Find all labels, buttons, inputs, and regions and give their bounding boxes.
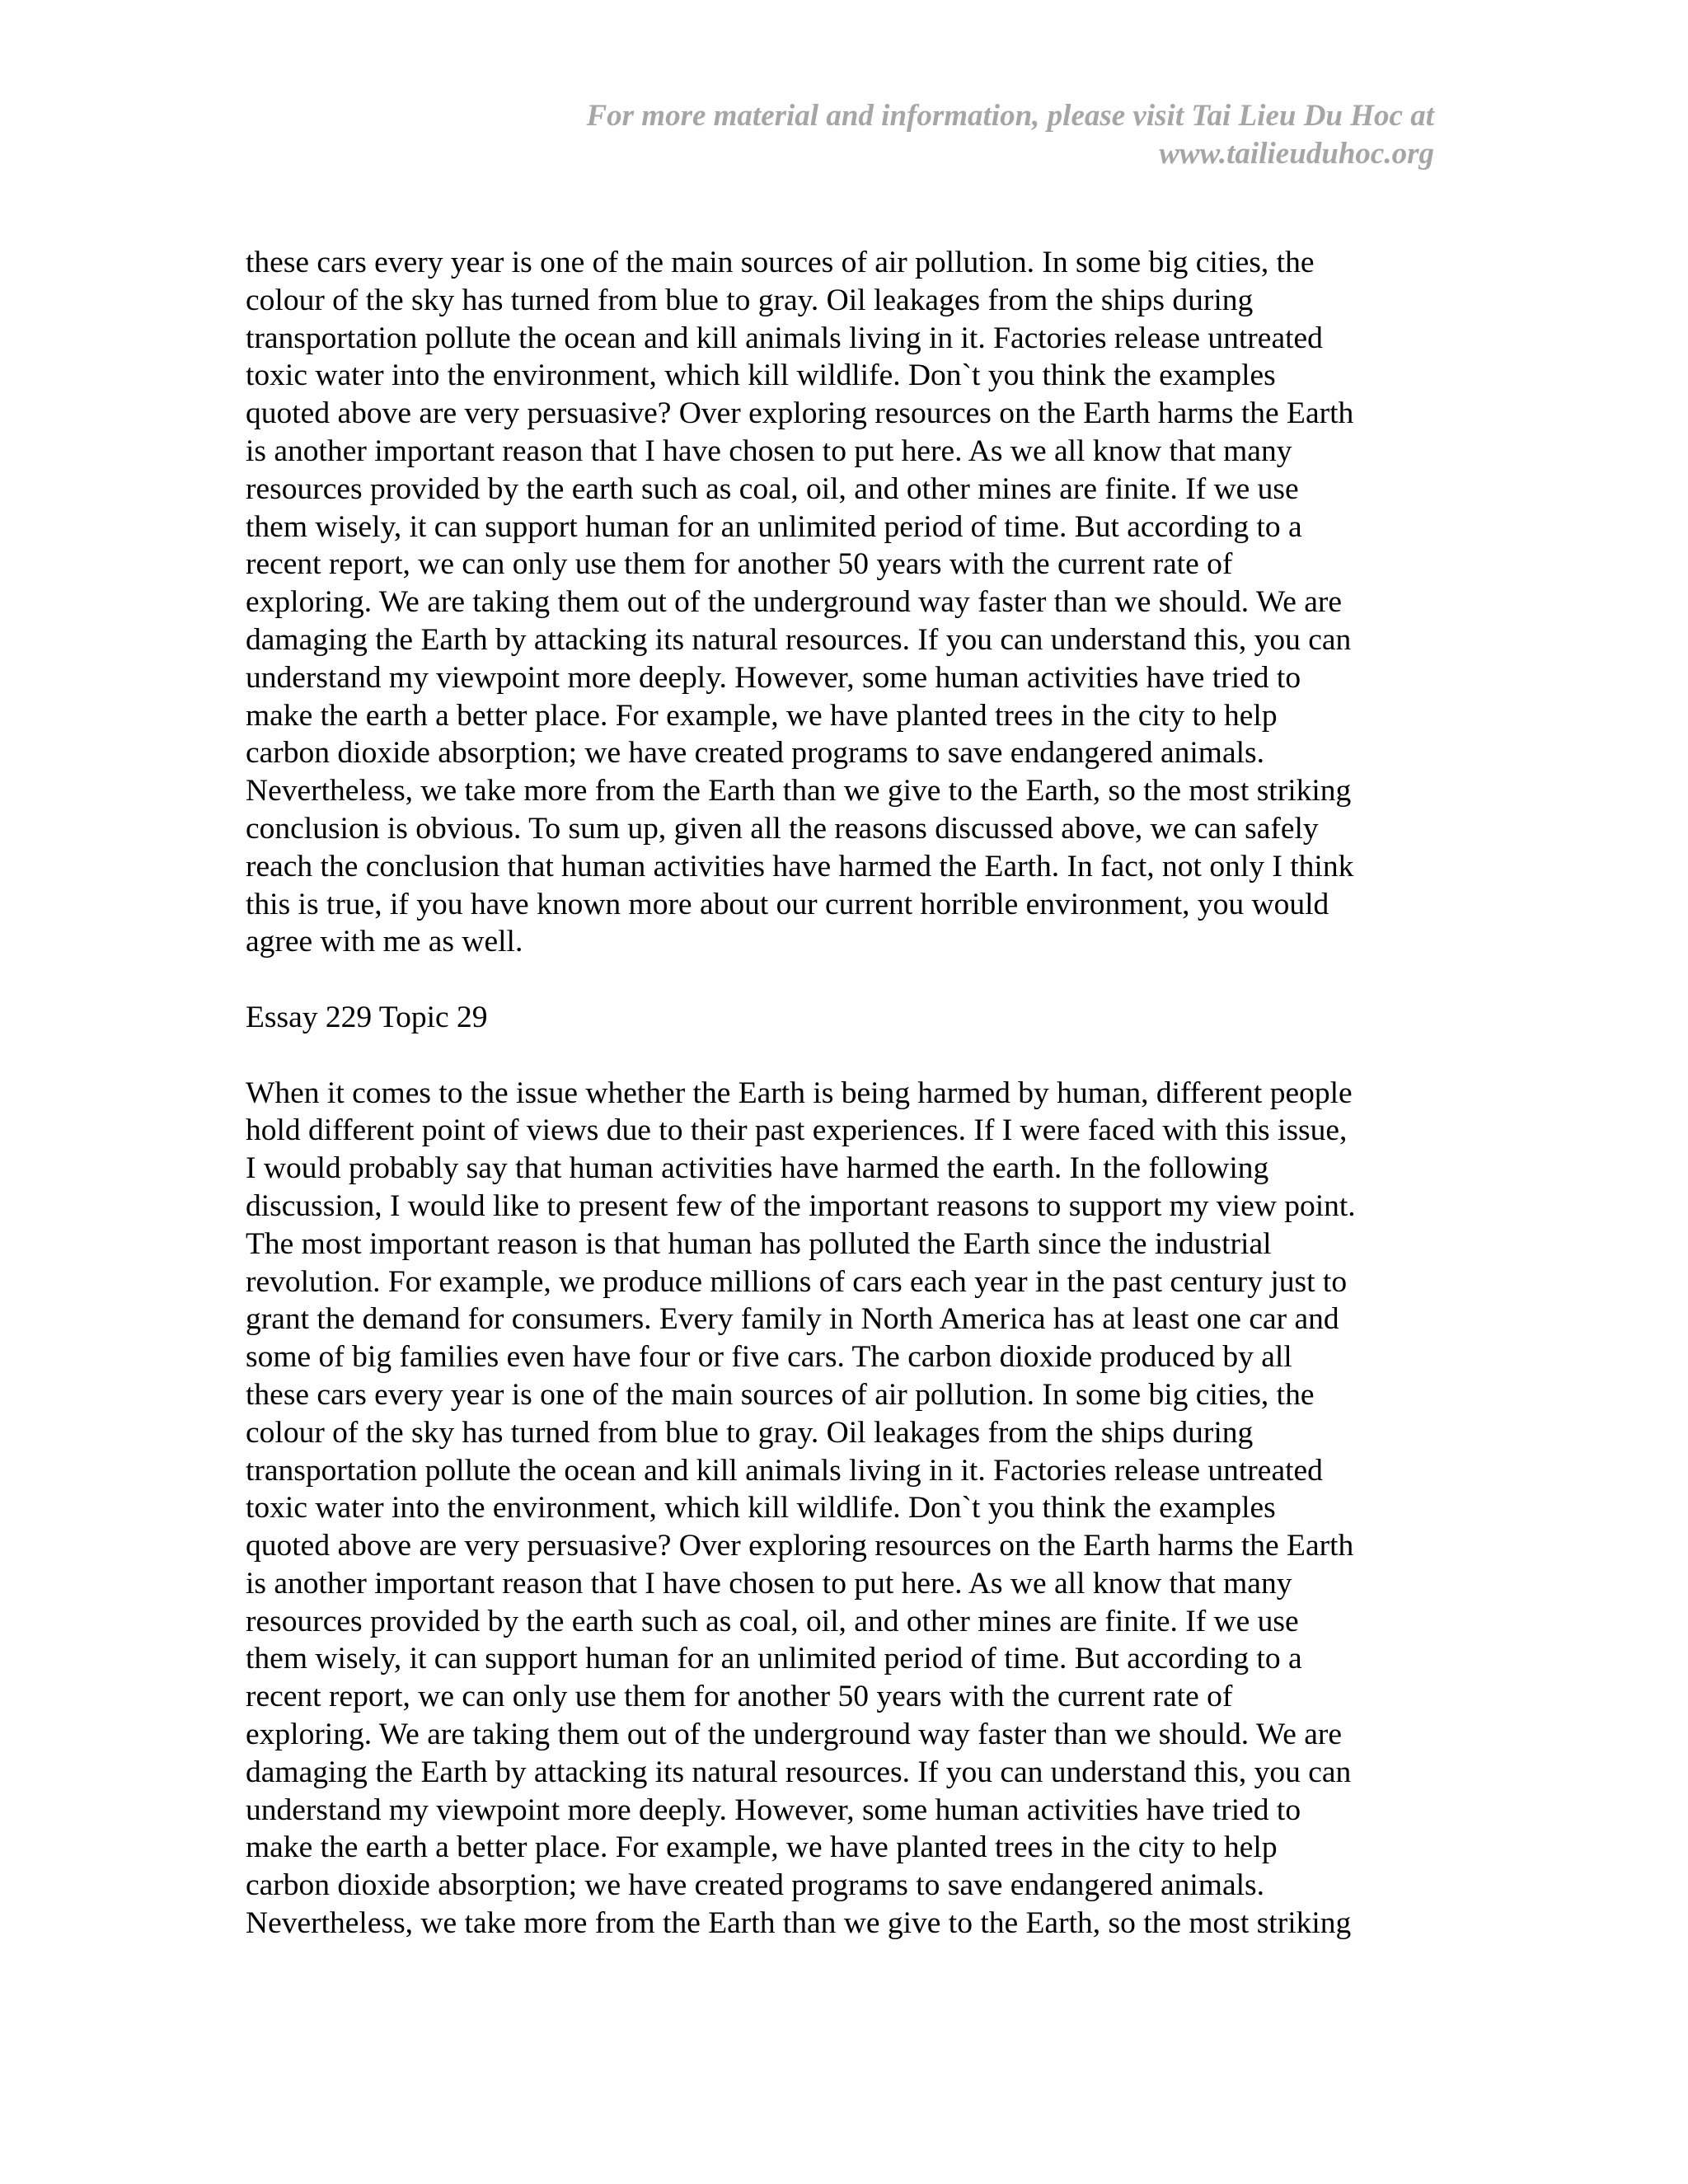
text-line: them wisely, it can support human for an unlimited period of time. But according to a — [246, 1642, 1302, 1676]
text-line: I would probably say that human activities have harmed the earth. In the following — [246, 1151, 1269, 1186]
essay-heading: Essay 229 Topic 29 — [246, 1000, 488, 1034]
text-line: damaging the Earth by attacking its natural resources. If you can understand this, you can — [246, 1755, 1352, 1789]
text-line: exploring. We are taking them out of the underground way faster than we should. We are — [246, 585, 1343, 620]
text-line: quoted above are very persuasive? Over exploring resources on the Earth harms the Earth — [246, 1529, 1354, 1563]
paragraph-gap — [246, 961, 1449, 999]
text-line: revolution. For example, we produce millions of cars each year in the past century just to — [246, 1264, 1348, 1299]
text-line: understand my viewpoint more deeply. However, some human activities have tried to — [246, 660, 1301, 695]
text-line: colour of the sky has turned from blue to gray. Oil leakages from the ships during — [246, 283, 1254, 317]
text-line: transportation pollute the ocean and kill animals living in it. Factories release untreated — [246, 321, 1323, 355]
document-body — [246, 244, 1449, 1943]
text-line: transportation pollute the ocean and kill animals living in it. Factories release untreated — [246, 1453, 1323, 1488]
text-line: quoted above are very persuasive? Over exploring resources on the Earth harms the Earth — [246, 396, 1354, 431]
text-line: grant the demand for consumers. Every family in North America has at least one car and — [246, 1302, 1339, 1337]
essay-paragraph — [246, 1075, 1449, 1943]
watermark-line: For more material and information, please visit Tai Lieu Du Hoc at — [586, 99, 1434, 133]
text-line: this is true, if you have known more about our current horrible environment, you would — [246, 887, 1329, 921]
text-line: damaging the Earth by attacking its natural resources. If you can understand this, you can — [246, 622, 1352, 657]
text-line: exploring. We are taking them out of the underground way faster than we should. We are — [246, 1718, 1343, 1752]
text-line: make the earth a better place. For example, we have planted trees in the city to help — [246, 698, 1278, 733]
text-line: agree with me as well. — [246, 925, 523, 959]
watermark-url: www.tailieuduhoc.org — [1159, 137, 1434, 171]
text-line: discussion, I would like to present few of the important reasons to support my view point. — [246, 1188, 1356, 1223]
text-line: make the earth a better place. For example, we have planted trees in the city to help — [246, 1830, 1278, 1865]
text-line: is another important reason that I have chosen to put here. As we all know that many — [246, 1566, 1292, 1601]
text-line: these cars every year is one of the main sources of air pollution. In some big cities, the — [246, 1377, 1315, 1412]
text-line: When it comes to the issue whether the Earth is being harmed by human, different people — [246, 1076, 1353, 1110]
text-line: recent report, we can only use them for another 50 years with the current rate of — [246, 1680, 1233, 1714]
text-line: colour of the sky has turned from blue to gray. Oil leakages from the ships during — [246, 1415, 1254, 1450]
paragraph-gap — [246, 1037, 1449, 1075]
text-line: The most important reason is that human has polluted the Earth since the industrial — [246, 1226, 1272, 1261]
text-line: some of big families even have four or five cars. The carbon dioxide produced by all — [246, 1340, 1292, 1375]
text-line: them wisely, it can support human for an unlimited period of time. But according to a — [246, 509, 1302, 544]
text-line: is another important reason that I have chosen to put here. As we all know that many — [246, 434, 1292, 468]
text-line: hold different point of views due to their past experiences. If I were faced with this issue, — [246, 1113, 1348, 1148]
text-line: recent report, we can only use them for another 50 years with the current rate of — [246, 547, 1233, 582]
text-line: carbon dioxide absorption; we have created programs to save endangered animals. — [246, 736, 1264, 771]
text-line: toxic water into the environment, which kill wildlife. Don`t you think the examples — [246, 359, 1276, 393]
text-line: Nevertheless, we take more from the Earth than we give to the Earth, so the most striking — [246, 774, 1352, 808]
text-line: Nevertheless, we take more from the Earth than we give to the Earth, so the most striking — [246, 1906, 1352, 1941]
text-line: resources provided by the earth such as coal, oil, and other mines are finite. If we use — [246, 1604, 1299, 1638]
text-line: reach the conclusion that human activities have harmed the Earth. In fact, not only I think — [246, 849, 1354, 883]
paragraph-continuation — [246, 244, 1449, 961]
text-line: understand my viewpoint more deeply. However, some human activities have tried to — [246, 1793, 1301, 1827]
text-line: resources provided by the earth such as coal, oil, and other mines are finite. If we use — [246, 471, 1299, 506]
text-line: toxic water into the environment, which kill wildlife. Don`t you think the examples — [246, 1491, 1276, 1526]
text-line: carbon dioxide absorption; we have created programs to save endangered animals. — [246, 1868, 1264, 1903]
text-line: conclusion is obvious. To sum up, given all the reasons discussed above, we can safely — [246, 811, 1319, 846]
watermark-header — [280, 97, 1434, 173]
text-line: these cars every year is one of the main sources of air pollution. In some big cities, the — [246, 246, 1315, 279]
